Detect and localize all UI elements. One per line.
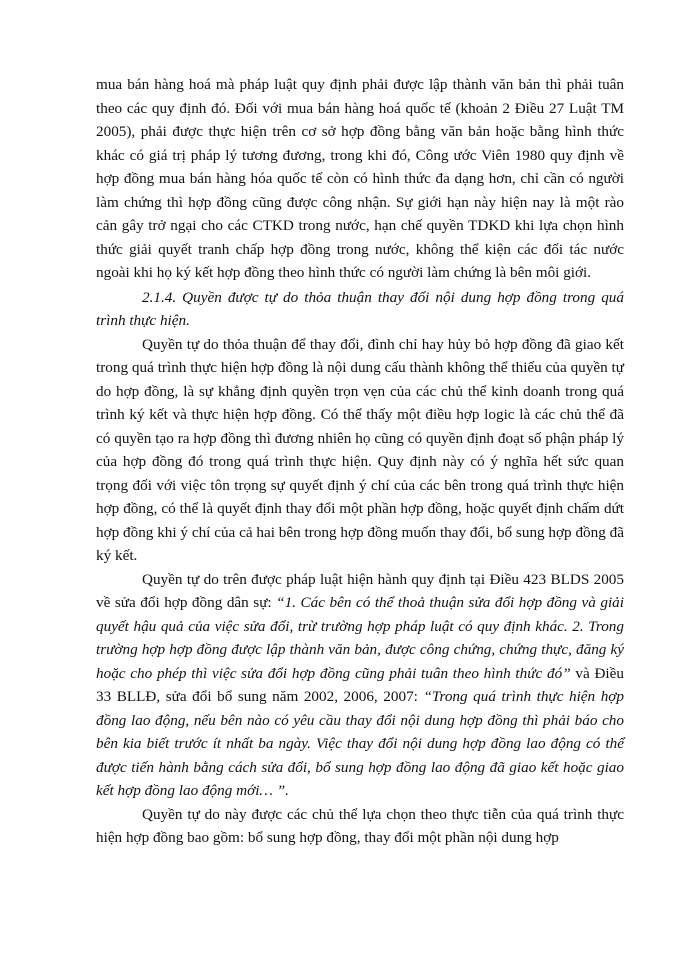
paragraph-text: và Điều 33 BLLĐ, sửa đổi bổ sung năm 2002, 2006, 2007:: [96, 664, 624, 705]
document-body: [96, 73, 624, 850]
paragraph-text: Quyền tự do trên được pháp luật hiện hành quy định tại Điều 423 BLDS 2005 về sửa đổi hợp đồng dân sự:: [96, 570, 624, 611]
quote-civil-code: “1. Các bên có thể thoả thuận sửa đổi hợp đồng và giải quyết hậu quả của việc sửa đổi, trừ trường hợp pháp luật có quy định khác. 2. Trong trường hợp hợp đồng được lập thành văn bản, được công chứng, chứng thực, đăng ký hoặc cho phép thì việc sửa đổi hợp đồng cũng phải tuân theo hình thức đó”: [96, 594, 624, 682]
section-heading: 2.1.4. Quyền được tự do thỏa thuận thay đổi nội dung hợp đồng trong quá trình thực hiện.: [96, 288, 624, 329]
paragraph-legal-provisions: [96, 568, 624, 803]
paragraph-freedom-to-amend: Quyền tự do thỏa thuận để thay đổi, đình chỉ hay hủy bỏ hợp đồng đã giao kết trong quá trình thực hiện hợp đồng là nội dung cấu thành không thể thiếu của quyền tự do hợp đồng, là sự khẳng định quyền trọn vẹn của các chủ thể kinh doanh trong quá trình ký kết và thực hiện hợp đồng. Có thể thấy một điều hợp logic là các chủ thể đã có quyền tạo ra hợp đồng thì đương nhiên họ cũng có quyền định đoạt số phận pháp lý của hợp đồng đó trong quá trình thực hiện. Quy định này có ý nghĩa hết sức quan trọng đối với việc tôn trọng sự quyết định ý chí của các bên trong quá trình thực hiện hợp đồng, có thể là quyết định thay đổi một phần hợp đồng, hoặc quyết định chấm dứt hợp đồng khi ý chí của cả hai bên trong hợp đồng muốn thay đổi, bổ sung hợp đồng đã ký kết.: [96, 335, 624, 564]
quote-labor-code: “Trong quá trình thực hiện hợp đồng lao động, nếu bên nào có yêu cầu thay đổi nội dung hợp đồng thì phải báo cho bên kia biết trước ít nhất ba ngày. Việc thay đổi nội dung hợp đồng lao động có thể được tiến hành bằng cách sửa đổi, bổ sung hợp đồng lao động đã giao kết hoặc giao kết hợp đồng lao động mới… ”.: [96, 688, 624, 799]
paragraph-practice: Quyền tự do này được các chủ thể lựa chọn theo thực tiễn của quá trình thực hiện hợp đồng bao gồm: bổ sung hợp đồng, thay đổi một phần nội dung hợp: [96, 805, 624, 846]
paragraph-continuation: mua bán hàng hoá mà pháp luật quy định phải được lập thành văn bản thì phải tuân theo các quy định đó. Đối với mua bán hàng hoá quốc tế (khoản 2 Điều 27 Luật TM 2005), phải được thực hiện trên cơ sở hợp đồng bằng văn bản hoặc bằng hình thức khác có giá trị pháp lý tương đương, trong khi đó, Công ước Viên 1980 quy định về hợp đồng mua bán hàng hóa quốc tế còn có hình thức đa dạng hơn, chỉ cần có người làm chứng thì hợp đồng cũng được công nhận. Sự giới hạn này hiện nay là một rào cản gây trở ngại cho các CTKD trong nước, hạn chế quyền TDKD khi lựa chọn hình thức giải quyết tranh chấp hợp đồng trong nước, không thể kiện các đối tác nước ngoài khi họ ký kết hợp đồng theo hình thức có người làm chứng là bên môi giới.: [96, 76, 624, 281]
